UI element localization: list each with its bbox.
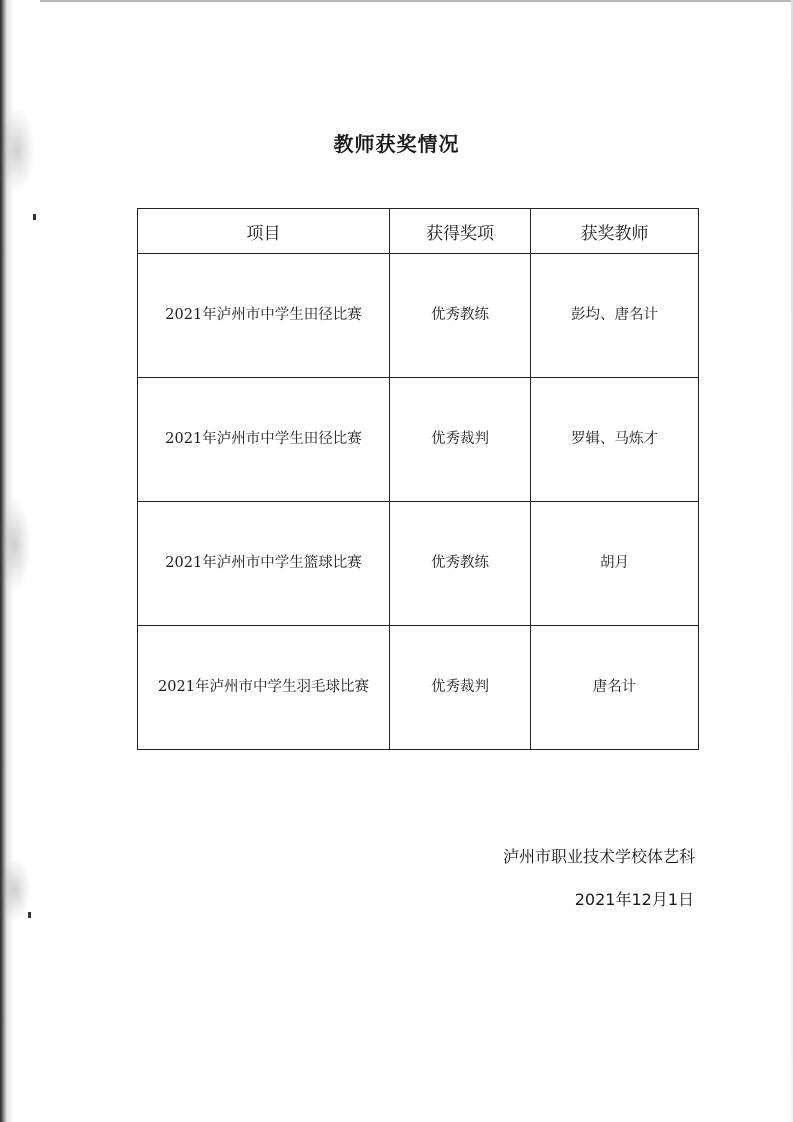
scan-speck <box>33 214 36 220</box>
table-row <box>138 502 699 626</box>
column-header-project: 项目 <box>138 209 390 254</box>
teachers-cell <box>531 626 699 750</box>
table-row <box>138 626 699 750</box>
scan-speck <box>28 912 31 918</box>
teachers-cell <box>531 502 699 626</box>
project-text: 2021年泸州市中学生篮球比赛 <box>165 555 362 571</box>
project-cell <box>138 626 390 750</box>
scan-top-edge <box>0 0 793 2</box>
teachers-text: 胡月 <box>600 555 629 571</box>
awards-table <box>137 208 699 750</box>
issue-date: 2021年12月1日 <box>574 890 694 909</box>
table-header-row <box>138 209 699 254</box>
project-text: 2021年泸州市中学生田径比赛 <box>165 431 362 447</box>
scan-smudge <box>0 860 30 920</box>
column-header-teachers: 获奖教师 <box>531 209 699 254</box>
award-text: 优秀教练 <box>431 307 489 323</box>
column-header-award: 获得奖项 <box>390 209 531 254</box>
project-cell <box>138 502 390 626</box>
teachers-text: 唐名计 <box>592 679 637 695</box>
award-cell <box>390 254 531 378</box>
award-cell <box>390 626 531 750</box>
teachers-text: 彭均、唐名计 <box>571 307 658 323</box>
award-text: 优秀教练 <box>431 555 489 571</box>
issuing-organization: 泸州市职业技术学校体艺科 <box>502 847 695 866</box>
teachers-cell <box>531 378 699 502</box>
table-row <box>138 378 699 502</box>
scan-smudge <box>0 500 30 590</box>
teachers-cell <box>531 254 699 378</box>
award-text: 优秀裁判 <box>431 431 489 447</box>
award-cell <box>390 502 531 626</box>
award-text: 优秀裁判 <box>431 679 489 695</box>
teachers-text: 罗辑、马炼才 <box>571 431 658 447</box>
project-cell <box>138 378 390 502</box>
project-cell <box>138 254 390 378</box>
project-text: 2021年泸州市中学生羽毛球比赛 <box>158 679 369 695</box>
table-row <box>138 254 699 378</box>
award-cell <box>390 378 531 502</box>
project-text: 2021年泸州市中学生田径比赛 <box>165 307 362 323</box>
page-title: 教师获奖情况 <box>333 132 460 156</box>
